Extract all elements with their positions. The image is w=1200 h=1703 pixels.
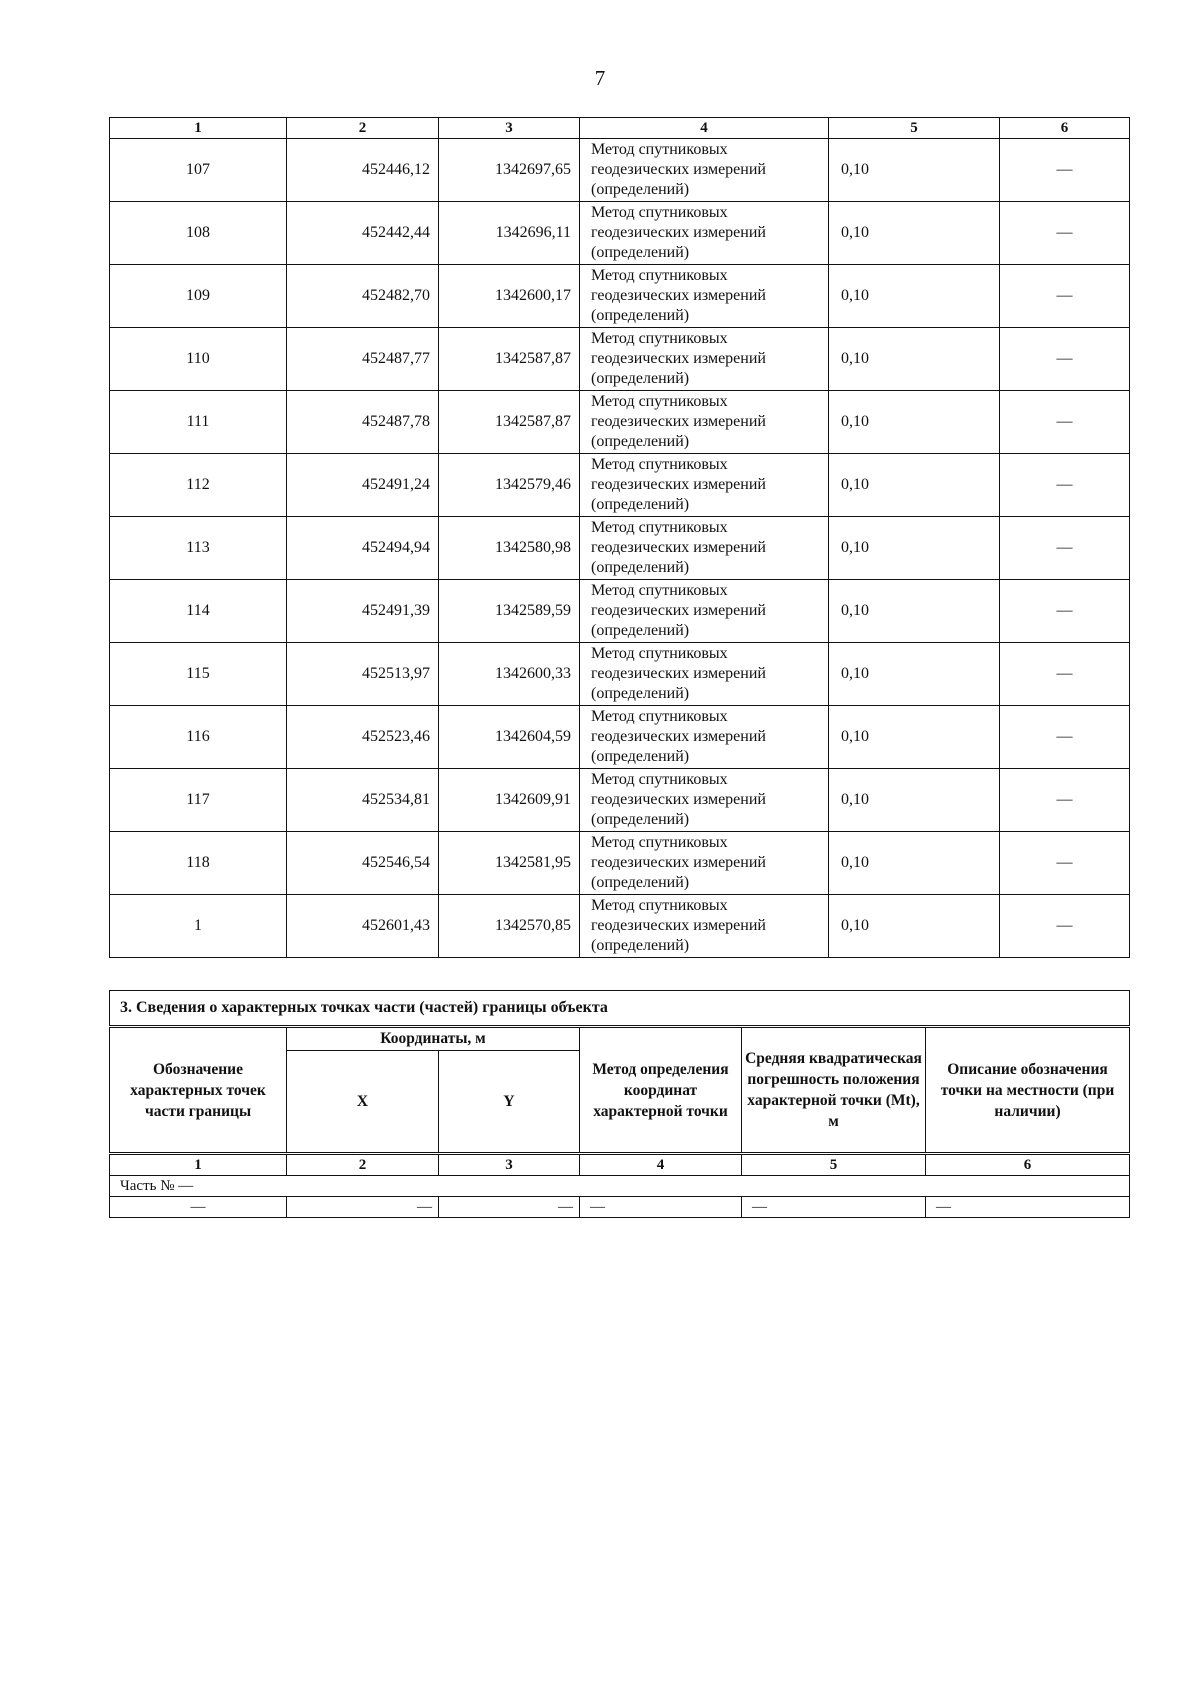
column-number: 5	[742, 1154, 926, 1176]
method-line: (определений)	[591, 307, 690, 324]
header-y: Y	[439, 1051, 580, 1154]
error-value: 0,10	[829, 202, 1000, 265]
column-number-row	[110, 118, 1130, 139]
coord-x: 452446,12	[287, 139, 439, 202]
coord-x: 452513,97	[287, 643, 439, 706]
method-cell	[580, 328, 829, 391]
column-number: 1	[110, 1154, 287, 1176]
table-row	[110, 517, 1130, 580]
method-line: Метод спутниковых	[591, 204, 728, 221]
header-x: X	[287, 1051, 439, 1154]
error-value: 0,10	[829, 643, 1000, 706]
method-line: геодезических измерений	[591, 854, 766, 871]
method-line: геодезических измерений	[591, 728, 766, 745]
method-line: геодезических измерений	[591, 791, 766, 808]
method-line: Метод спутниковых	[591, 393, 728, 410]
method-line: (определений)	[591, 559, 690, 576]
table-row	[110, 580, 1130, 643]
method-cell	[580, 391, 829, 454]
method-line: (определений)	[591, 937, 690, 954]
coord-y: 1342600,33	[439, 643, 580, 706]
empty-cell: —	[110, 1197, 287, 1218]
description-value: —	[1000, 391, 1130, 454]
column-number: 4	[580, 118, 829, 139]
description-value: —	[1000, 769, 1130, 832]
point-id: 116	[110, 706, 287, 769]
empty-cell: —	[742, 1197, 926, 1218]
method-line: (определений)	[591, 496, 690, 513]
method-line: (определений)	[591, 433, 690, 450]
section-title-row	[110, 991, 1130, 1027]
table-row	[110, 265, 1130, 328]
description-value: —	[1000, 706, 1130, 769]
description-value: —	[1000, 454, 1130, 517]
coord-x: 452491,24	[287, 454, 439, 517]
method-cell	[580, 643, 829, 706]
point-id: 117	[110, 769, 287, 832]
column-number: 5	[829, 118, 1000, 139]
error-value: 0,10	[829, 832, 1000, 895]
coord-x: 452546,54	[287, 832, 439, 895]
error-value: 0,10	[829, 580, 1000, 643]
coord-y: 1342581,95	[439, 832, 580, 895]
table-row	[110, 895, 1130, 958]
method-cell	[580, 580, 829, 643]
coord-y: 1342609,91	[439, 769, 580, 832]
method-line: Метод спутниковых	[591, 897, 728, 914]
empty-cell: —	[926, 1197, 1130, 1218]
method-line: геодезических измерений	[591, 476, 766, 493]
table-row	[110, 643, 1130, 706]
point-id: 108	[110, 202, 287, 265]
point-id: 111	[110, 391, 287, 454]
column-number-row	[110, 1154, 1130, 1176]
table-row	[110, 769, 1130, 832]
empty-row	[110, 1197, 1130, 1218]
error-value: 0,10	[829, 391, 1000, 454]
point-id: 115	[110, 643, 287, 706]
method-line: (определений)	[591, 685, 690, 702]
point-id: 107	[110, 139, 287, 202]
table-row	[110, 391, 1130, 454]
method-line: геодезических измерений	[591, 539, 766, 556]
method-line: Метод спутниковых	[591, 645, 728, 662]
point-id: 118	[110, 832, 287, 895]
description-value: —	[1000, 580, 1130, 643]
description-value: —	[1000, 328, 1130, 391]
coord-x: 452494,94	[287, 517, 439, 580]
table-row	[110, 202, 1130, 265]
method-line: Метод спутниковых	[591, 267, 728, 284]
method-cell	[580, 895, 829, 958]
method-line: геодезических измерений	[591, 287, 766, 304]
method-line: Метод спутниковых	[591, 771, 728, 788]
header-description: Описание обозначения точки на местности (при наличии)	[926, 1027, 1130, 1154]
method-line: геодезических измерений	[591, 665, 766, 682]
method-line: (определений)	[591, 748, 690, 765]
method-line: геодезических измерений	[591, 413, 766, 430]
empty-cell: —	[580, 1197, 742, 1218]
error-value: 0,10	[829, 706, 1000, 769]
coord-y: 1342579,46	[439, 454, 580, 517]
coord-y: 1342696,11	[439, 202, 580, 265]
coord-y: 1342580,98	[439, 517, 580, 580]
method-cell	[580, 454, 829, 517]
empty-cell: —	[287, 1197, 439, 1218]
coord-x: 452487,78	[287, 391, 439, 454]
method-line: (определений)	[591, 181, 690, 198]
error-value: 0,10	[829, 454, 1000, 517]
error-value: 0,10	[829, 769, 1000, 832]
method-line: Метод спутниковых	[591, 519, 728, 536]
column-number: 6	[926, 1154, 1130, 1176]
page-number: 7	[594, 66, 606, 90]
header-row-top	[110, 1027, 1130, 1051]
column-number: 4	[580, 1154, 742, 1176]
section-title: 3. Сведения о характерных точках части (частей) границы объекта	[110, 991, 1130, 1027]
point-id: 110	[110, 328, 287, 391]
method-line: (определений)	[591, 874, 690, 891]
description-value: —	[1000, 265, 1130, 328]
method-line: геодезических измерений	[591, 161, 766, 178]
coord-x: 452534,81	[287, 769, 439, 832]
description-value: —	[1000, 139, 1130, 202]
header-designation: Обозначение характерных точек части границы	[110, 1027, 287, 1154]
coord-y: 1342604,59	[439, 706, 580, 769]
header-method: Метод определения координат характерной точки	[580, 1027, 742, 1154]
boundary-points-table	[109, 117, 1130, 958]
method-cell	[580, 265, 829, 328]
part-row	[110, 1176, 1130, 1197]
method-line: Метод спутниковых	[591, 456, 728, 473]
column-number: 6	[1000, 118, 1130, 139]
coord-x: 452523,46	[287, 706, 439, 769]
method-cell	[580, 706, 829, 769]
method-line: (определений)	[591, 811, 690, 828]
empty-cell: —	[439, 1197, 580, 1218]
point-id: 112	[110, 454, 287, 517]
error-value: 0,10	[829, 895, 1000, 958]
part-boundary-points-table	[109, 990, 1130, 1218]
column-number: 2	[287, 1154, 439, 1176]
description-value: —	[1000, 832, 1130, 895]
coord-y: 1342697,65	[439, 139, 580, 202]
point-id: 113	[110, 517, 287, 580]
method-line: геодезических измерений	[591, 917, 766, 934]
column-number: 3	[439, 1154, 580, 1176]
part-label: Часть № —	[110, 1176, 1130, 1197]
method-line: Метод спутниковых	[591, 141, 728, 158]
description-value: —	[1000, 643, 1130, 706]
coord-y: 1342587,87	[439, 391, 580, 454]
description-value: —	[1000, 895, 1130, 958]
coord-x: 452601,43	[287, 895, 439, 958]
coord-x: 452487,77	[287, 328, 439, 391]
coord-x: 452482,70	[287, 265, 439, 328]
error-value: 0,10	[829, 328, 1000, 391]
column-number: 1	[110, 118, 287, 139]
description-value: —	[1000, 202, 1130, 265]
method-cell	[580, 139, 829, 202]
coord-x: 452442,44	[287, 202, 439, 265]
header-coordinates: Координаты, м	[287, 1027, 580, 1051]
method-line: геодезических измерений	[591, 224, 766, 241]
coord-y: 1342570,85	[439, 895, 580, 958]
description-value: —	[1000, 517, 1130, 580]
coord-y: 1342587,87	[439, 328, 580, 391]
column-number: 2	[287, 118, 439, 139]
coord-x: 452491,39	[287, 580, 439, 643]
method-line: Метод спутниковых	[591, 582, 728, 599]
error-value: 0,10	[829, 517, 1000, 580]
coord-y: 1342589,59	[439, 580, 580, 643]
method-line: Метод спутниковых	[591, 834, 728, 851]
error-value: 0,10	[829, 139, 1000, 202]
table-row	[110, 139, 1130, 202]
method-line: геодезических измерений	[591, 350, 766, 367]
table-row	[110, 706, 1130, 769]
header-error: Средняя квадратическая погрешность положения характерной точки (Mt), м	[742, 1027, 926, 1154]
coord-y: 1342600,17	[439, 265, 580, 328]
table-row	[110, 328, 1130, 391]
table-row	[110, 454, 1130, 517]
method-cell	[580, 517, 829, 580]
error-value: 0,10	[829, 265, 1000, 328]
method-line: Метод спутниковых	[591, 330, 728, 347]
method-line: (определений)	[591, 622, 690, 639]
method-line: Метод спутниковых	[591, 708, 728, 725]
method-cell	[580, 832, 829, 895]
method-line: геодезических измерений	[591, 602, 766, 619]
point-id: 114	[110, 580, 287, 643]
method-line: (определений)	[591, 244, 690, 261]
method-cell	[580, 202, 829, 265]
table-row	[110, 832, 1130, 895]
point-id: 1	[110, 895, 287, 958]
point-id: 109	[110, 265, 287, 328]
method-line: (определений)	[591, 370, 690, 387]
column-number: 3	[439, 118, 580, 139]
method-cell	[580, 769, 829, 832]
